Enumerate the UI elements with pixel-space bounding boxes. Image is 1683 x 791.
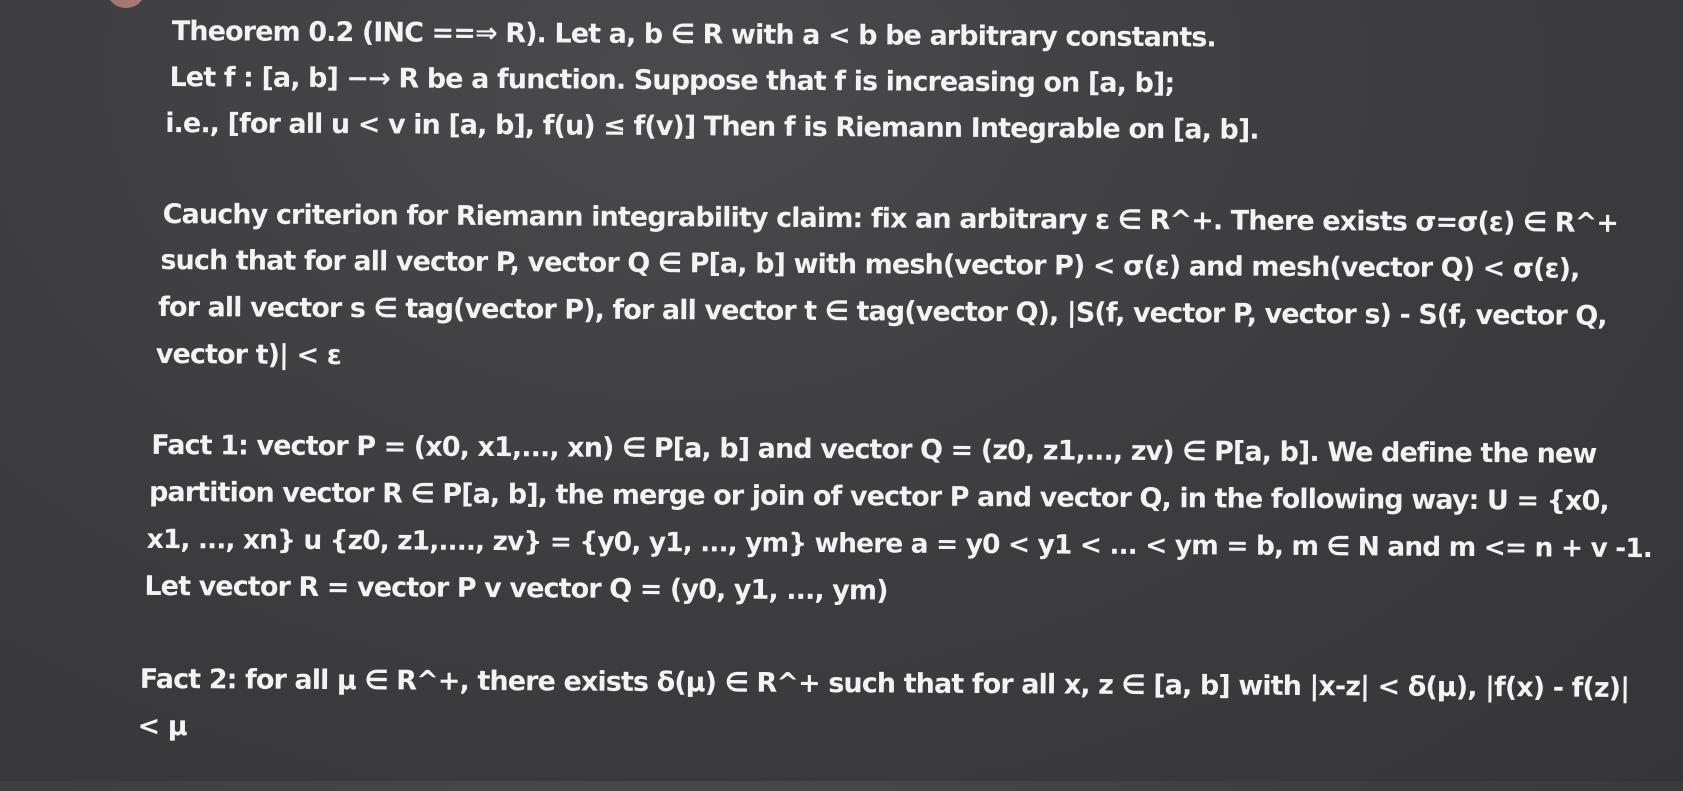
cauchy-line-3: for all vector s ∈ tag(vector P), for all vector t ∈ tag(vector Q), |S(f, vector P, vector s) - S(f, vector Q,	[158, 291, 1607, 332]
fact2-line-1: Fact 2: for all μ ∈ R^+, there exists δ(μ) ∈ R^+ such that for all x, z ∈ [a, b] with |x-z| < δ(μ), |f(x) - f(z)|	[139, 663, 1630, 704]
theorem-line-3: i.e., [for all u < v in [a, b], f(u) ≤ f(v)] Then f is Riemann Integrable on [a, b].	[165, 108, 1259, 146]
cauchy-line-4: vector t)| < ε	[155, 338, 341, 372]
cauchy-line-2: such that for all vector P, vector Q ∈ P[a, b] with mesh(vector P) < σ(ε) and mesh(vector Q) < σ(ε),	[160, 244, 1580, 285]
fact1-line-3: x1, ..., xn} u {z0, z1,...., zv} = {y0, y1, ..., ym} where a = y0 < y1 < ... < ym = b, m ∈ N and m <= n + v -1.	[146, 523, 1653, 565]
cauchy-line-1: Cauchy criterion for Riemann integrability claim: fix an arbitrary ε ∈ R^+. There exists σ=σ(ε) ∈ R^+	[162, 198, 1619, 239]
fact1-line-4: Let vector R = vector P v vector Q = (y0, y1, ..., ym)	[144, 570, 888, 607]
fact1-line-1: Fact 1: vector P = (x0, x1,..., xn) ∈ P[a, b] and vector Q = (z0, z1,..., zv) ∈ P[a, b]. We define the new	[151, 429, 1597, 470]
theorem-line-2: Let f : [a, b] −→ R be a function. Suppose that f is increasing on [a, b];	[169, 62, 1175, 100]
theorem-line-1: Theorem 0.2 (INC ==⇒ R). Let a, b ∈ R with a < b be arbitrary constants.	[171, 16, 1216, 54]
fact1-line-2: partition vector R ∈ P[a, b], the merge or join of vector P and vector Q, in the following way: U = {x0,	[148, 476, 1609, 517]
fact2-line-2: < μ	[137, 710, 187, 743]
